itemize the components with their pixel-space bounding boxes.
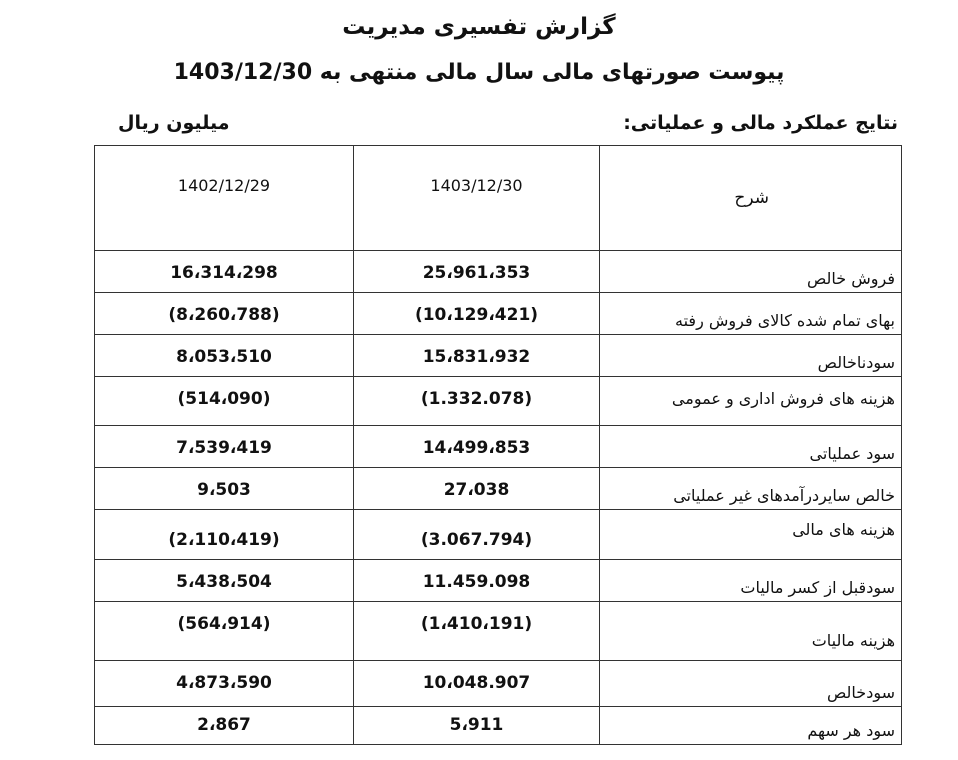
current-value: (1،410،191) xyxy=(354,602,600,661)
previous-value: (8،260،788) xyxy=(95,293,354,335)
table-header-row xyxy=(95,146,902,251)
table-row xyxy=(95,661,902,707)
current-value: 14،499،853 xyxy=(354,426,600,468)
current-value: (3.067.794) xyxy=(354,510,600,560)
current-value: 25،961،353 xyxy=(354,251,600,293)
previous-value: (564،914) xyxy=(95,602,354,661)
table-row xyxy=(95,426,902,468)
row-label: سودخالص xyxy=(600,661,902,707)
previous-value: 16،314،298 xyxy=(95,251,354,293)
table-row xyxy=(95,707,902,745)
table-row xyxy=(95,468,902,510)
column-header-previous-year: 1402/12/29 xyxy=(95,146,354,251)
row-label: سودقبل از کسر مالیات xyxy=(600,560,902,602)
current-value: 5،911 xyxy=(354,707,600,745)
row-label: هزینه های مالی xyxy=(600,510,902,560)
row-label: بهای تمام شده کالای فروش رفته xyxy=(600,293,902,335)
current-value: 10،048.907 xyxy=(354,661,600,707)
previous-value: 2،867 xyxy=(95,707,354,745)
row-label: سود عملیاتی xyxy=(600,426,902,468)
current-value: 15،831،932 xyxy=(354,335,600,377)
current-value: 11.459.098 xyxy=(354,560,600,602)
row-label: سودناخالص xyxy=(600,335,902,377)
table-row xyxy=(95,510,902,560)
current-value: (1.332.078) xyxy=(354,377,600,426)
section-title: نتایج عملکرد مالی و عملیاتی: xyxy=(623,112,898,134)
table-row xyxy=(95,602,902,661)
report-title: گزارش تفسیری مدیریت xyxy=(342,14,616,40)
table-row xyxy=(95,560,902,602)
table-row xyxy=(95,251,902,293)
previous-value: 7،539،419 xyxy=(95,426,354,468)
current-value: (10،129،421) xyxy=(354,293,600,335)
table-row xyxy=(95,293,902,335)
previous-value: 9،503 xyxy=(95,468,354,510)
previous-value: 8،053،510 xyxy=(95,335,354,377)
currency-unit: میلیون ریال xyxy=(118,112,230,134)
row-label: هزینه مالیات xyxy=(600,602,902,661)
table-row xyxy=(95,377,902,426)
previous-value: (2،110،419) xyxy=(95,510,354,560)
current-value: 27،038 xyxy=(354,468,600,510)
row-label: خالص سایردرآمدهای غیر عملیاتی xyxy=(600,468,902,510)
table-row xyxy=(95,335,902,377)
previous-value: 5،438،504 xyxy=(95,560,354,602)
column-header-current-year: 1403/12/30 xyxy=(354,146,600,251)
financial-results-table xyxy=(94,145,902,745)
previous-value: 4،873،590 xyxy=(95,661,354,707)
previous-value: (514،090) xyxy=(95,377,354,426)
row-label: فروش خالص xyxy=(600,251,902,293)
row-label: هزینه های فروش اداری و عمومی xyxy=(600,377,902,426)
row-label: سود هر سهم xyxy=(600,707,902,745)
column-header-description: شرح xyxy=(600,146,902,251)
report-subtitle: پیوست صورتهای مالی سال مالی منتهی به 1403/12/30 xyxy=(173,60,785,85)
